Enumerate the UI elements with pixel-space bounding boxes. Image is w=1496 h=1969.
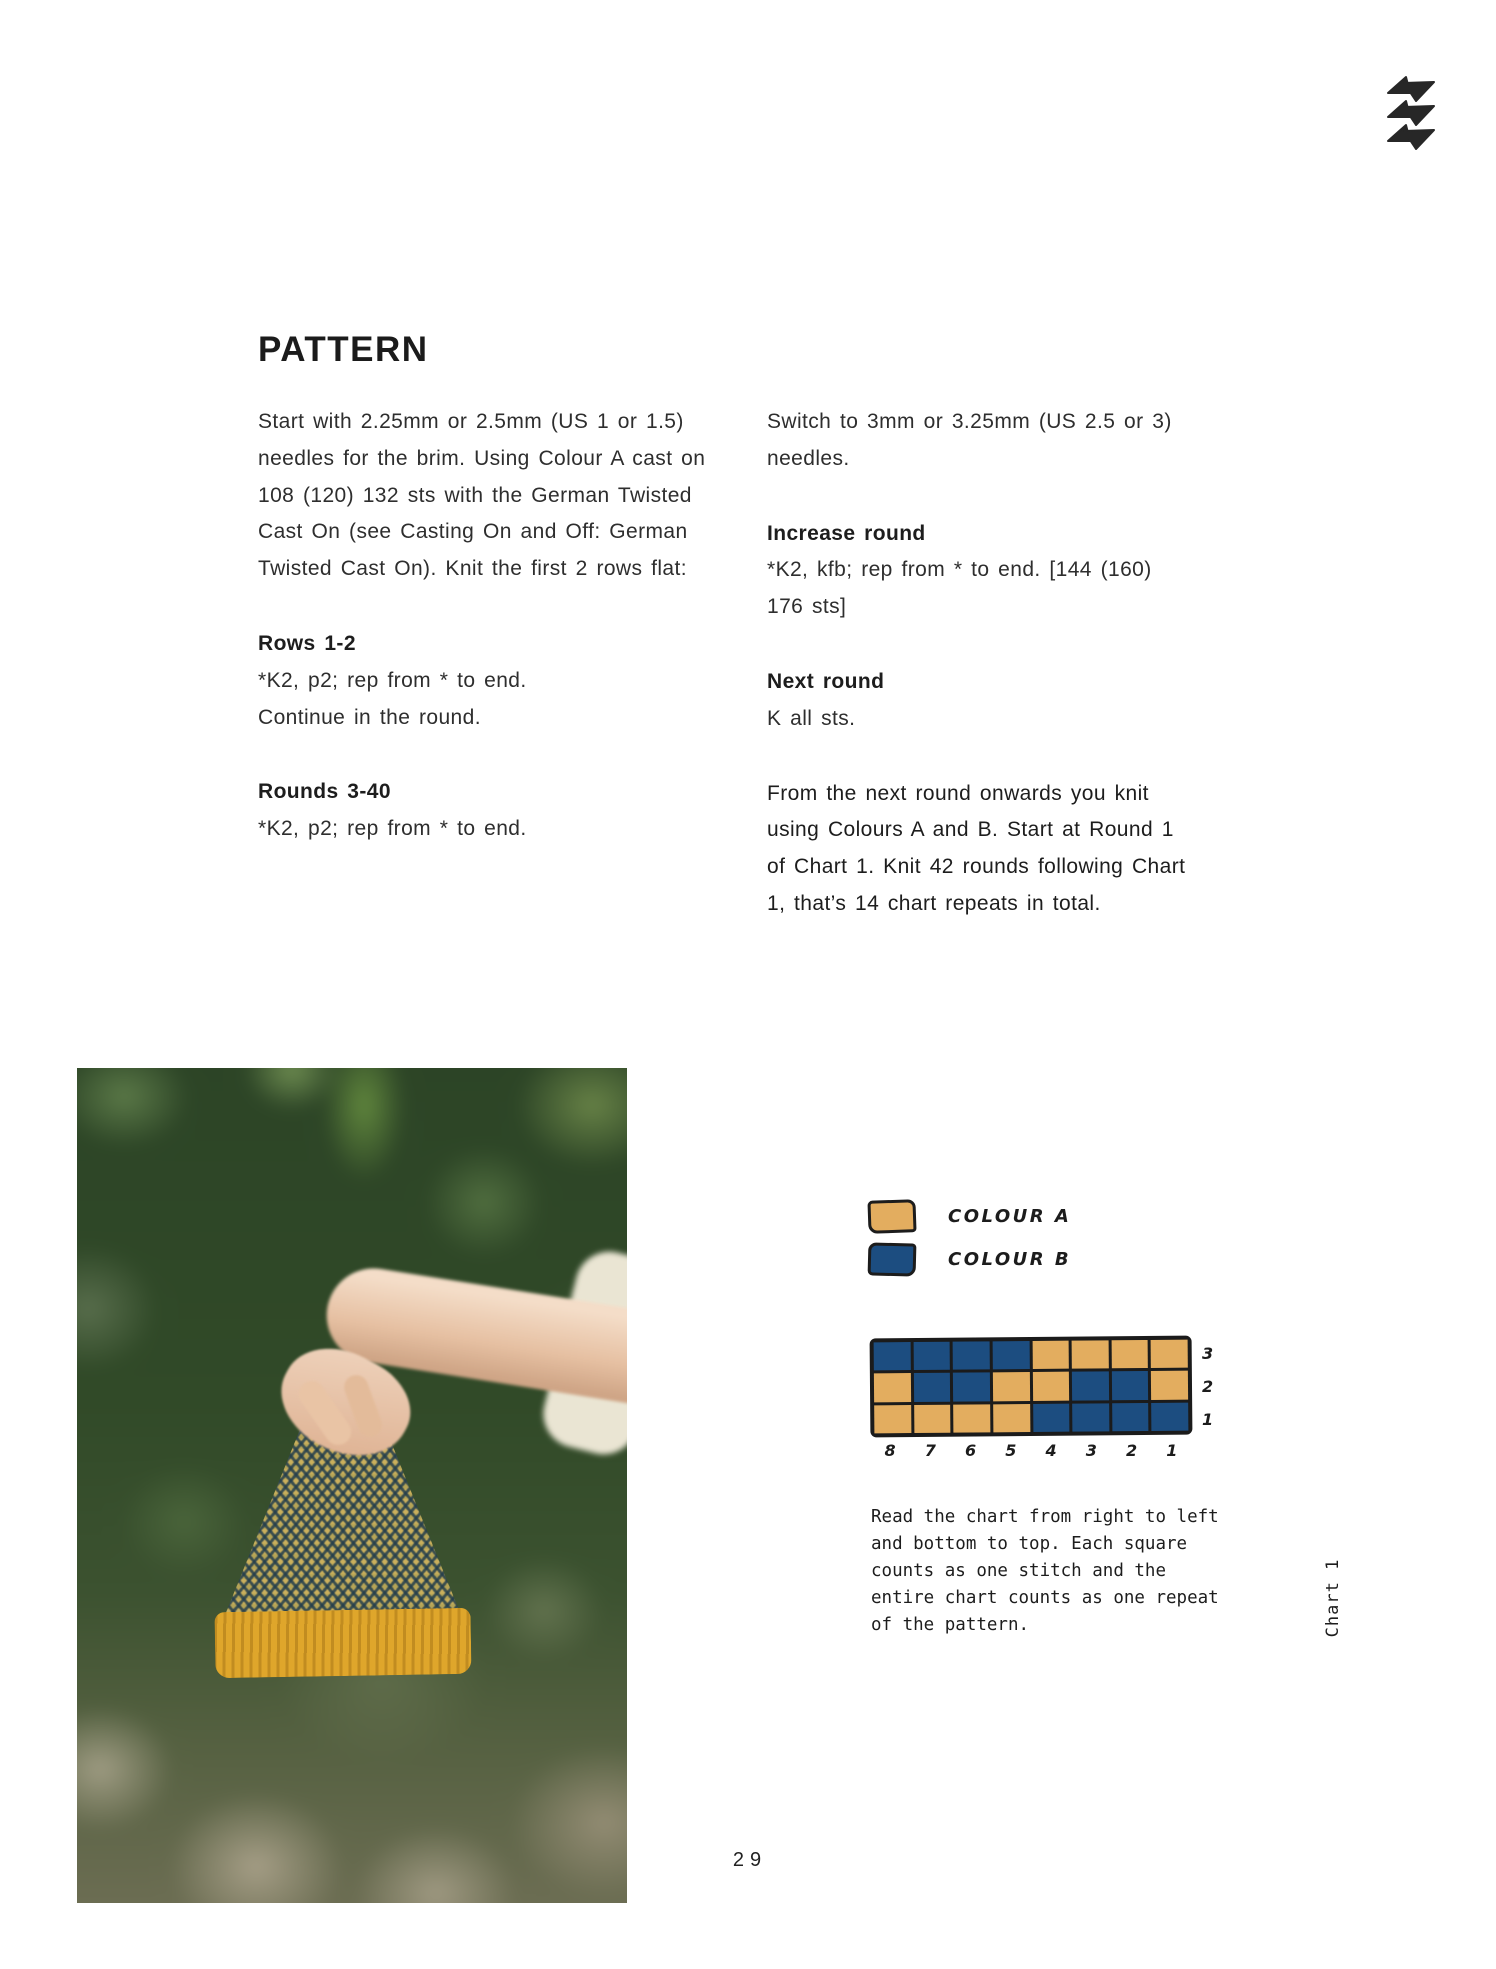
chart-cell-colour-b [1033, 1403, 1070, 1432]
chart-cell-colour-a [1151, 1371, 1188, 1400]
chart-row-label: 2 [1202, 1377, 1214, 1396]
chart-column-label: 2 [1126, 1441, 1138, 1460]
colour-a-label: COLOUR A [948, 1206, 1072, 1227]
chart-cell-colour-a [874, 1405, 911, 1434]
chart-cell-colour-a [953, 1404, 990, 1433]
chart-cell-colour-b [953, 1341, 990, 1370]
switch-needles-paragraph: Switch to 3mm or 3.25mm (US 2.5 or 3) needles. [767, 410, 1172, 470]
next-round-heading: Next round [767, 669, 885, 693]
chart-cell-colour-b [1112, 1403, 1149, 1432]
chart-note-line: entire chart counts as one repeat [871, 1588, 1219, 1608]
chart-cell-colour-b [1072, 1403, 1109, 1432]
colour-a-swatch [867, 1199, 916, 1234]
chart-cell-colour-b [1152, 1402, 1189, 1431]
chart-cell-colour-a [993, 1372, 1030, 1401]
chart-note-line: of the pattern. [871, 1615, 1030, 1635]
chart-cell-colour-a [1032, 1372, 1069, 1401]
colour-b-swatch [868, 1242, 917, 1276]
intro-paragraph: Start with 2.25mm or 2.5mm (US 1 or 1.5) needles for the brim. Using Colour A cast on 108 (120) 132 sts with the German Twisted Cast On (see Casting On and Off: German Twisted Cast On). Knit the first 2 rows flat: [258, 410, 706, 581]
chart-cell-colour-b [914, 1373, 951, 1402]
chart-cell-colour-a [874, 1373, 911, 1402]
colour-b-label: COLOUR B [948, 1249, 1072, 1270]
chart-side-caption: Chart 1 [1323, 1558, 1343, 1638]
chart-grid [870, 1336, 1193, 1438]
chart-cell-colour-a [1032, 1341, 1069, 1370]
chart-column-label: 5 [1005, 1441, 1017, 1460]
chart-cell-colour-a [993, 1404, 1030, 1433]
left-column [258, 404, 710, 848]
chart-cell-colour-b [874, 1342, 911, 1371]
chart-cell-colour-b [953, 1373, 990, 1402]
chart-column-label: 4 [1045, 1441, 1057, 1460]
rows-1-2-instruction-cont: Continue in the round. [258, 705, 481, 729]
rounds-3-40-instruction: *K2, p2; rep from * to end. [258, 817, 527, 841]
next-round-instruction: K all sts. [767, 706, 856, 730]
chart-cell-colour-b [1112, 1371, 1149, 1400]
legend-row-colour-b [868, 1243, 1071, 1276]
rows-1-2-heading: Rows 1-2 [258, 631, 356, 655]
chart-column-label: 3 [1085, 1441, 1097, 1460]
chart-note-line: and bottom to top. Each square [871, 1534, 1188, 1554]
chart-column-label: 1 [1166, 1441, 1178, 1460]
chart-cell-colour-b [992, 1341, 1029, 1370]
photo-hand-holding-hat [77, 1068, 627, 1903]
rows-1-2-instruction: *K2, p2; rep from * to end. [258, 668, 527, 692]
rounds-3-40-heading: Rounds 3-40 [258, 780, 391, 804]
chart-note [871, 1504, 1251, 1639]
chart-row-labels [1202, 1337, 1226, 1436]
increase-round-instruction: *K2, kfb; rep from * to end. [144 (160) 176 sts] [767, 558, 1152, 619]
right-column [767, 404, 1187, 923]
increase-round-heading: Increase round [767, 521, 926, 545]
chart-intro-paragraph: From the next round onwards you knit using Colours A and B. Start at Round 1 of Chart 1. Knit 42 rounds following Chart 1, that’s 14 chart repeats in total. [767, 781, 1186, 915]
brand-logo [1386, 72, 1438, 152]
waves-icon [1386, 72, 1438, 152]
chart-cell-colour-b [913, 1342, 950, 1371]
page-title: PATTERN [258, 330, 429, 369]
chart-column-label: 7 [924, 1441, 936, 1460]
chart-cell-colour-a [1072, 1340, 1109, 1369]
hat-ribbed-brim [214, 1608, 471, 1678]
legend-row-colour-a [868, 1200, 1071, 1233]
chart-cell-colour-a [1111, 1340, 1148, 1369]
chart-column-labels [870, 1441, 1192, 1460]
page-number: 29 [732, 1849, 768, 1871]
chart-column-label: 8 [884, 1441, 896, 1460]
chart-cell-colour-a [1151, 1340, 1188, 1369]
chart-note-line: Read the chart from right to left [871, 1507, 1219, 1527]
chart-note-line: counts as one stitch and the [871, 1561, 1167, 1581]
chart-cell-colour-b [1072, 1372, 1109, 1401]
chart-row-label: 3 [1202, 1344, 1214, 1363]
chart-cell-colour-a [914, 1404, 951, 1433]
chart-row-label: 1 [1202, 1410, 1214, 1429]
chart-column-label: 6 [965, 1441, 977, 1460]
chart-legend [868, 1200, 1071, 1276]
